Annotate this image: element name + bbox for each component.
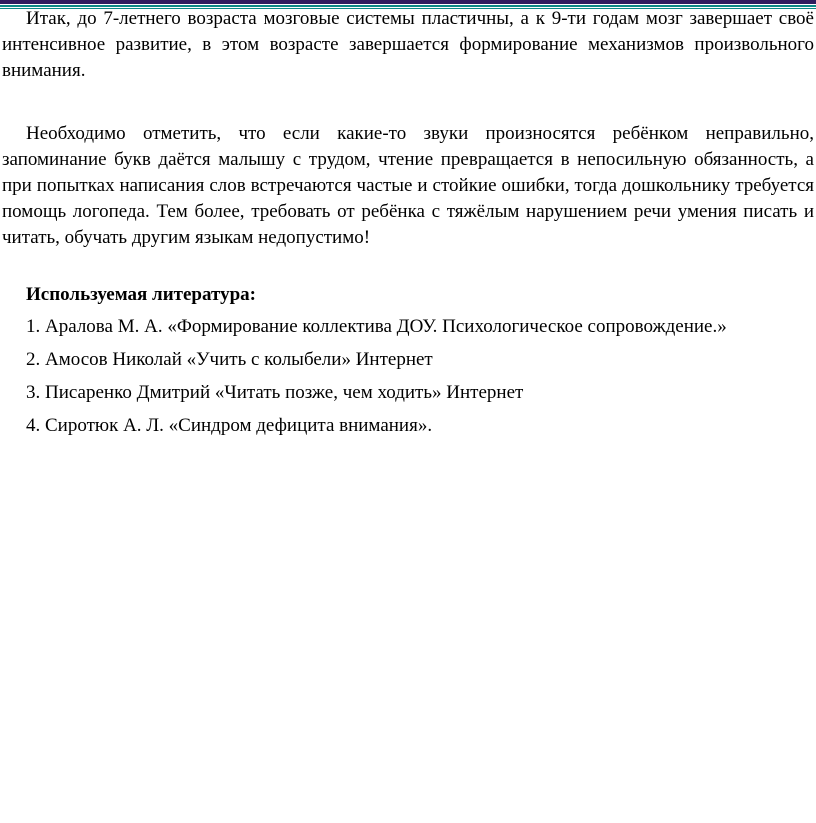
literature-list bbox=[26, 314, 727, 446]
paragraph-brain-development: Итак, до 7-летнего возраста мозговые системы пластичны, а к 9-ти годам мозг завершает своё интенсивное развитие, в этом возрасте завершается формирование механизмов произвольного внимания. bbox=[2, 8, 814, 81]
literature-item: 4. Сиротюк А. Л. «Синдром дефицита внимания». bbox=[26, 415, 433, 436]
literature-item: 1. Аралова М. А. «Формирование коллектива ДОУ. Психологическое сопровождение.» bbox=[26, 316, 727, 337]
literature-item: 2. Амосов Николай «Учить с колыбели» Интернет bbox=[26, 349, 433, 370]
literature-heading: Используемая литература: bbox=[26, 284, 256, 305]
literature-item: 3. Писаренко Дмитрий «Читать позже, чем ходить» Интернет bbox=[26, 382, 524, 403]
paragraph-speech-therapist: Необходимо отметить, что если какие-то звуки произносятся ребёнком неправильно, запоминание букв даётся малышу с трудом, чтение превращается в непосильную обязанность, а при попытках написания слов встречаются частые и стойкие ошибки, тогда дошкольнику требуется помощь логопеда. Тем более, требовать от ребёнка с тяжёлым нарушением речи умения писать и читать, обучать другим языкам недопустимо! bbox=[2, 123, 814, 248]
